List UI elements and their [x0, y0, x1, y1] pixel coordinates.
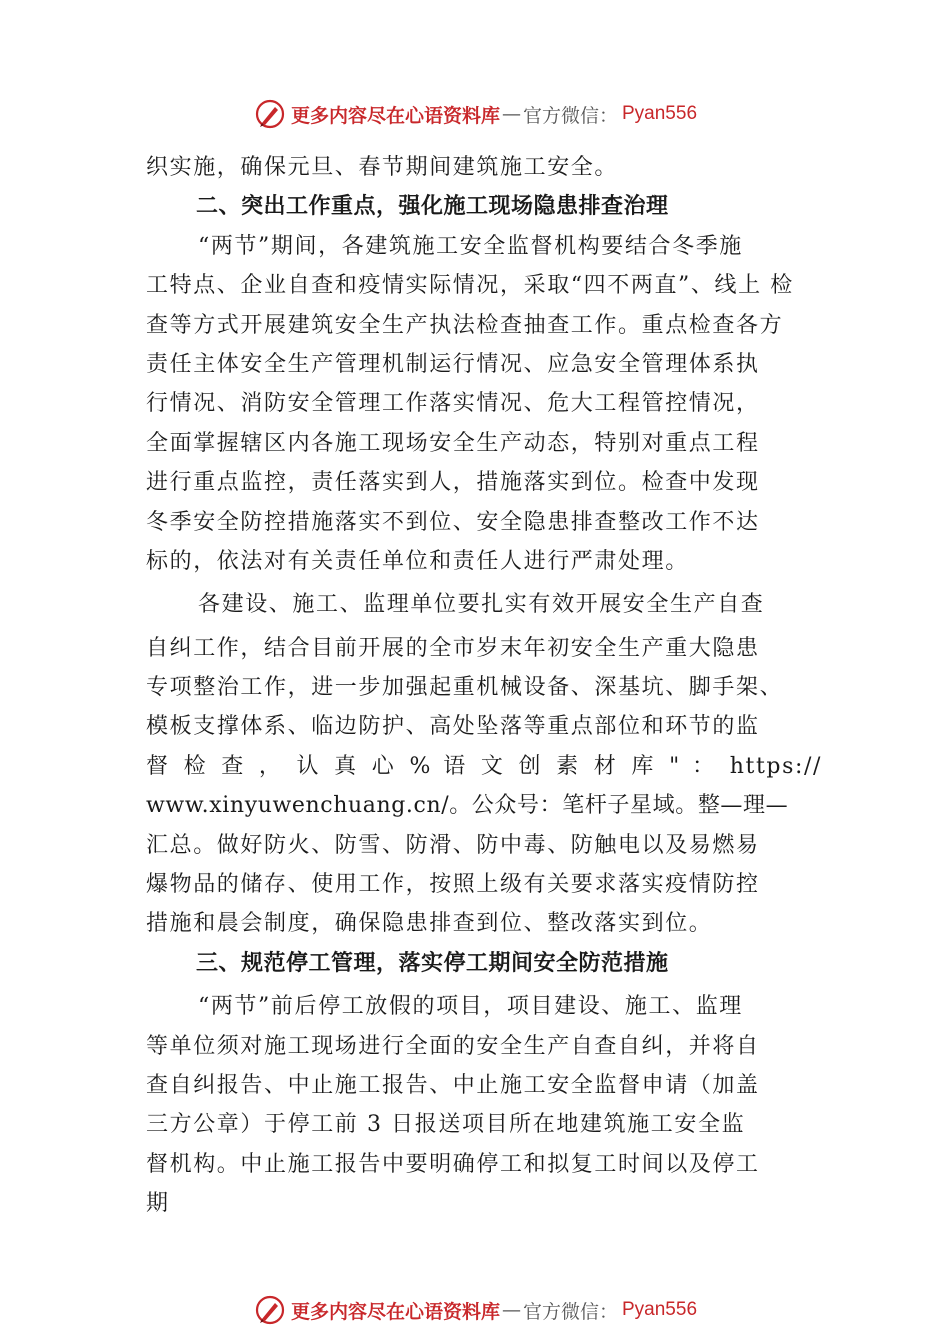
pen-logo-icon [253, 97, 287, 131]
header-watermark [0, 94, 950, 134]
watermark-dash: — [501, 103, 521, 125]
text-line: 行情况、消防安全管理工作落实情况、危大工程管控情况， [146, 391, 760, 417]
text-line: 标的，依法对有关责任单位和责任人进行严肃处理。 [146, 548, 689, 574]
text-line: 进行重点监控，责任落实到人，措施落实到位。检查中发现 [146, 470, 760, 496]
text-line: 工特点、企业自查和疫情实际情况，采取“四不两直”、线上 检 [146, 273, 794, 299]
text-line: 汇总。做好防火、防雪、防滑、防中毒、防触电以及易燃易 [146, 832, 760, 858]
text-line: 期 [146, 1191, 170, 1217]
text-line: 专项整治工作，进一步加强起重机械设备、深基坑、脚手架、 [146, 675, 784, 701]
watermark-wechat-label: 官方微信： [522, 104, 618, 127]
text-line: 各建设、施工、监理单位要扎实有效开展安全生产自查 [198, 592, 765, 618]
text-line: 督 检 查 ， 认 真 心 % 语 文 创 素 材 库 " ： https:// [146, 753, 822, 779]
text-line: 自纠工作，结合目前开展的全市岁末年初安全生产重大隐患 [146, 635, 760, 661]
text-line: www.xinyuwenchuang.cn/。公众号：笔杆子星域。整—理— [146, 793, 789, 819]
text-line: 全面掌握辖区内各施工现场安全生产动态，特别对重点工程 [146, 430, 760, 456]
section-heading-3: 三、规范停工管理，落实停工期间安全防范措施 [196, 950, 669, 976]
watermark-dash: — [501, 1299, 521, 1321]
watermark-text: 更多内容尽在心语资料库 [290, 104, 500, 127]
watermark-wechat-label: 官方微信： [522, 1300, 618, 1323]
text-line: 查等方式开展建筑安全生产执法检查抽查工作。重点检查各方 [146, 312, 784, 338]
watermark-wechat-id: Pyan556 [622, 1299, 698, 1320]
text-line: 措施和晨会制度，确保隐患排查到位、整改落实到位。 [146, 911, 713, 937]
text-line: 爆物品的储存、使用工作，按照上级有关要求落实疫情防控 [146, 872, 760, 898]
pen-logo-icon [253, 1293, 287, 1327]
text-line: 责任主体安全生产管理机制运行情况、应急安全管理体系执 [146, 351, 760, 377]
watermark-wechat-id: Pyan556 [622, 103, 698, 124]
text-line: 督机构。中止施工报告中要明确停工和拟复工时间以及停工 [146, 1151, 760, 1177]
text-line: 三方公章）于停工前 3 日报送项目所在地建筑施工安全监 [146, 1112, 746, 1138]
document-body [146, 148, 822, 1224]
text-line: 冬季安全防控措施落实不到位、安全隐患排查整改工作不达 [146, 509, 760, 535]
text-line: 织实施，确保元旦、春节期间建筑施工安全。 [146, 155, 619, 180]
text-line: 模板支撑体系、临边防护、高处坠落等重点部位和环节的监 [146, 714, 760, 740]
footer-watermark [0, 1290, 950, 1330]
section-heading-2: 二、突出工作重点，强化施工现场隐患排查治理 [196, 194, 669, 220]
text-line: “两节”前后停工放假的项目，项目建设、施工、监理 [198, 994, 743, 1020]
watermark-text: 更多内容尽在心语资料库 [290, 1300, 500, 1323]
text-line: “两节”期间，各建筑施工安全监督机构要结合冬季施 [198, 233, 743, 259]
text-line: 查自纠报告、中止施工报告、中止施工安全监督申请（加盖 [146, 1072, 760, 1098]
text-line: 等单位须对施工现场进行全面的安全生产自查自纠，并将自 [146, 1033, 760, 1059]
